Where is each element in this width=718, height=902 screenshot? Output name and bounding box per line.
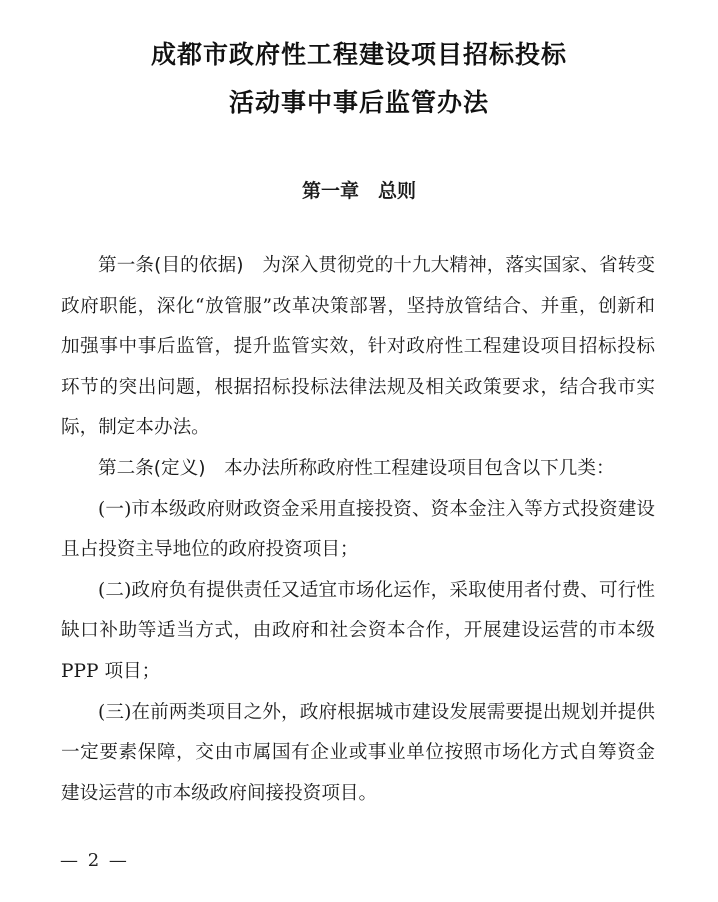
chapter-heading: 第一章 总则 [301, 180, 416, 202]
article-2-label: 第二条(定义) [98, 457, 206, 479]
list-item-1-text: (一)市本级政府财政资金采用直接投资、资本金注入等方式投资建设且占投资主导地位的政府投资项目； [61, 498, 655, 561]
page-number: — 2 — [60, 850, 129, 871]
article-1-paragraph [61, 246, 655, 449]
document-title-line-2: 活动事中事后监管办法 [228, 88, 489, 117]
list-item-2 [61, 571, 655, 693]
article-2-paragraph [61, 449, 655, 490]
article-2-text: 本办法所称政府性工程建设项目包含以下几类： [205, 457, 615, 479]
article-1-label: 第一条(目的依据) [98, 255, 244, 276]
list-item-3 [61, 693, 655, 815]
list-item-2-text: (二)政府负有提供责任又适宜市场化运作，采取使用者付费、可行性缺口补助等适当方式，由政府和社会资本合作，开展建设运营的市本级 PPP 项目； [61, 579, 655, 682]
list-item-3-text: (三)在前两类项目之外，政府根据城市建设发展需要提出规划并提供一定要素保障，交由市属国有企业或事业单位按照市场化方式自筹资金建设运营的市本级政府间接投资项目。 [61, 701, 655, 804]
list-item-1 [61, 490, 655, 571]
article-1-text: 为深入贯彻党的十九大精神，落实国家、省转变政府职能，深化“放管服”改革决策部署，坚持放管结合、并重，创新和加强事中事后监管，提升监管实效，针对政府性工程建设项目招标投标环节的突出问题，根据招标投标法律法规及相关政策要求，结合我市实际，制定本办法。 [61, 255, 655, 439]
document-title-line-1: 成都市政府性工程建设项目招标投标 [150, 40, 567, 69]
document-body [61, 246, 655, 814]
